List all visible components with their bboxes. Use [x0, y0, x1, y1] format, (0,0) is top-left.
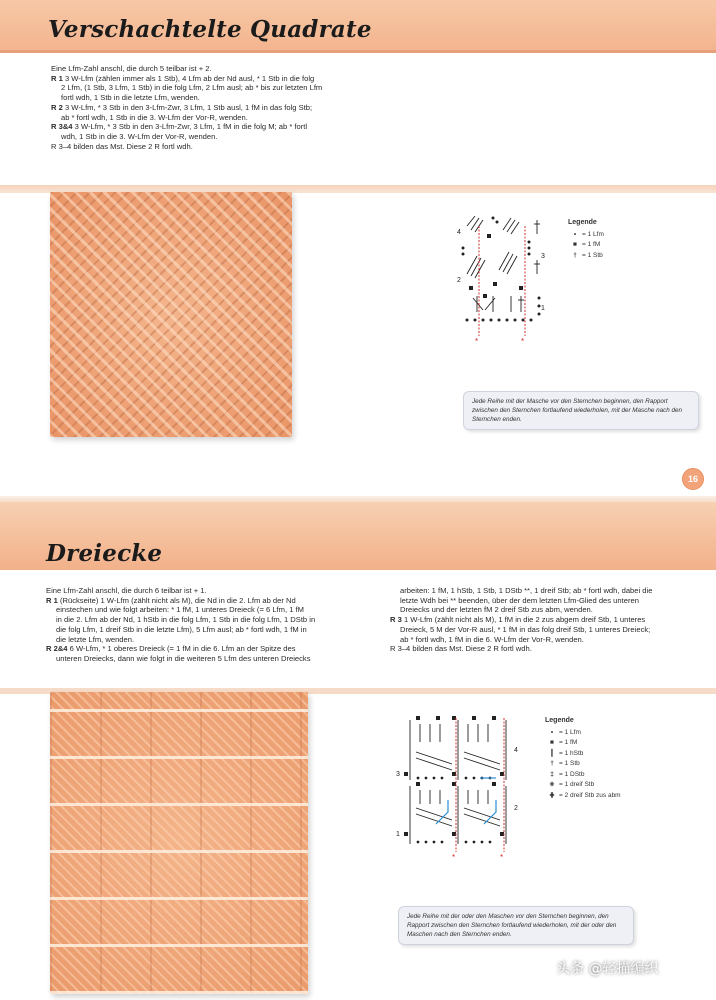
pattern-instructions-2-col1: [46, 586, 364, 664]
pattern-title-dreiecke: Dreiecke: [46, 540, 163, 567]
crochet-swatch-photo-quadrate: [50, 192, 292, 437]
instruction-outro: R 3–4 bilden das Mst. Diese 2 R fortl wdh.: [51, 141, 193, 151]
legend-item: ⧺ = 1 dreif Stb: [545, 780, 621, 791]
legend-item: ‡ = 1 DStb: [545, 770, 621, 781]
chart-row-number: 1: [541, 305, 545, 312]
chart-legend-2: [545, 716, 621, 801]
svg-text:*: *: [475, 337, 479, 346]
chart-row-number: 1: [396, 831, 400, 838]
instruction-line: letzte Wdh bei ** beenden, über der dem letzten Lfm-Glied des unteren: [400, 595, 639, 605]
chart-row-number: 4: [457, 229, 461, 236]
double-crochet-icon: †: [550, 760, 554, 767]
chart-row-number: 2: [457, 277, 461, 284]
chart-legend-1: [568, 218, 604, 261]
legend-item: ┃ = 1 hStb: [545, 749, 621, 760]
legend-heading: Legende: [568, 219, 597, 226]
instruction-outro: R 3–4 bilden das Mst. Diese 2 R fortl wdh.: [390, 644, 532, 654]
legend-item: ■ = 1 fM: [545, 738, 621, 749]
instruction-line: fortl wdh, 1 Stb in die letzte Lfm, wenden.: [61, 93, 200, 103]
single-crochet-icon: ■: [550, 739, 554, 746]
treble-crochet-icon: ‡: [550, 770, 554, 778]
crochet-symbol-chart-quadrate: [455, 212, 555, 347]
svg-text:*: *: [500, 853, 504, 862]
instruction-row: R 1 (Rückseite) 1 W-Lfm (zählt nicht als M), die Nd in die 2. Lfm ab der Nd: [46, 595, 296, 605]
instruction-line: einstechen und wie folgt arbeiten: * 1 fM, 1 unteres Dreieck (= 6 Lfm, 1 fM: [56, 605, 304, 615]
legend-heading: Legende: [545, 717, 574, 724]
legend-item: † = 1 Stb: [568, 251, 604, 262]
chain-stitch-icon: •: [573, 230, 577, 238]
instruction-line: wdh, 1 Stb in die 3. W-Lfm der Vor-R, wenden.: [61, 131, 218, 141]
instruction-intro: Eine Lfm-Zahl anschl, die durch 5 teilbar ist + 2.: [51, 64, 212, 73]
chart-row-number: 3: [541, 253, 545, 260]
half-double-crochet-icon: ┃: [550, 749, 554, 757]
instruction-line: die letzte Lfm, wenden.: [56, 634, 135, 644]
instruction-row: R 1 3 W-Lfm (zählen immer als 1 Stb), 4 Lfm ab der Nd ausl, * 1 Stb in die folg: [51, 73, 315, 83]
chart-reading-note-1: Jede Reihe mit der Masche vor den Sternchen beginnen, den Rapport zwischen den Sternchen fortlaufend wiederholen, mit der Masche nach den Sternchen enden.: [463, 391, 699, 430]
instruction-line: ab * fortl wdh, 1 fM in die 6. W-Lfm der Vor-R, wenden.: [400, 634, 584, 644]
instruction-intro: Eine Lfm-Zahl anschl, die durch 6 teilbar ist + 1.: [46, 586, 207, 595]
instruction-row: R 2&4 6 W-Lfm, * 1 oberes Dreieck (= 1 fM in die 6. Lfm an der Spitze des: [46, 644, 296, 654]
legend-item: ⋕ = 2 dreif Stb zus abm: [545, 791, 621, 802]
instruction-row: R 2 3 W-Lfm, * 3 Stb in den 3-Lfm-Zwr, 3 Lfm, 1 Stb ausl, 1 fM in das folg Stb;: [51, 102, 313, 112]
instruction-line: Dreiecks und der letzten fM 2 dreif Stb zus abm, wenden.: [400, 605, 593, 615]
pattern-title-verschachtelte: Verschachtelte Quadrate: [48, 16, 372, 43]
source-watermark: 头条 @轻描编织: [556, 961, 659, 977]
legend-item: • = 1 Lfm: [568, 230, 604, 241]
chart-row-number: 4: [514, 747, 518, 754]
double-crochet-icon: †: [573, 251, 577, 259]
legend-item: • = 1 Lfm: [545, 728, 621, 739]
pattern-instructions-2-col2: [390, 586, 708, 654]
instruction-line: 2 Lfm, (1 Stb, 3 Lfm, 1 Stb) in die folg Lfm, 2 Lfm ausl; ab * bis zur letzten Lfm: [61, 83, 323, 93]
double-treble-icon: ⧺: [549, 781, 555, 788]
instruction-line: Dreieck, 5 M der Vor-R ausl, * 1 fM in das folg dreif Stb, 1 unteres Dreieck;: [400, 624, 651, 634]
instruction-row: R 3 1 W-Lfm (zählt nicht als M), 1 fM in die 2 zus abgem dreif Stb, 1 unteres: [390, 615, 646, 625]
instruction-row: R 3&4 3 W-Lfm, * 3 Stb in den 3-Lfm-Zwr, 3 Lfm, 1 fM in die folg M; ab * fortl: [51, 122, 308, 132]
crochet-symbol-chart-dreiecke: [396, 712, 536, 862]
instruction-line: arbeiten: 1 fM, 1 hStb, 1 Stb, 1 DStb **, 1 dreif Stb; ab * fortl wdh, dabei die: [400, 586, 653, 595]
instruction-line: ab * fortl wdh, 1 Stb in die 3. W-Lfm der Vor-R, wenden.: [61, 112, 248, 122]
legend-item: ■ = 1 fM: [568, 240, 604, 251]
legend-item: † = 1 Stb: [545, 759, 621, 770]
chart-row-number: 3: [396, 771, 400, 778]
chart-row-number: 2: [514, 805, 518, 812]
chart-reading-note-2: Jede Reihe mit der oder den Maschen vor den Sternchen beginnen, den Rapport zwischen den Sternchen fortlaufend wiederholen, mit der oder den Maschen nach den Sternchen enden.: [398, 906, 634, 945]
pattern-instructions-1: [51, 64, 381, 151]
svg-text:*: *: [521, 337, 525, 346]
double-treble-decrease-icon: ⋕: [549, 791, 555, 799]
chain-stitch-icon: •: [550, 728, 554, 736]
instruction-line: in die 2. Lfm ab der Nd, 1 hStb in die folg Lfm, 1 Stb in die folg Lfm, 1 DStb in: [56, 615, 316, 625]
crochet-swatch-photo-dreiecke: [50, 692, 308, 994]
instruction-line: die folg Lfm, 1 dreif Stb in die letzte Lfm), 5 Lfm ausl; ab * fortl wdh, 1 fM in: [56, 624, 307, 634]
svg-text:*: *: [452, 853, 456, 862]
single-crochet-icon: ■: [573, 241, 577, 248]
page-number-badge: 16: [682, 468, 704, 490]
instruction-line: unteren Dreiecks, dann wie folgt in die weiteren 5 Lfm des unteren Dreiecks: [56, 653, 311, 663]
